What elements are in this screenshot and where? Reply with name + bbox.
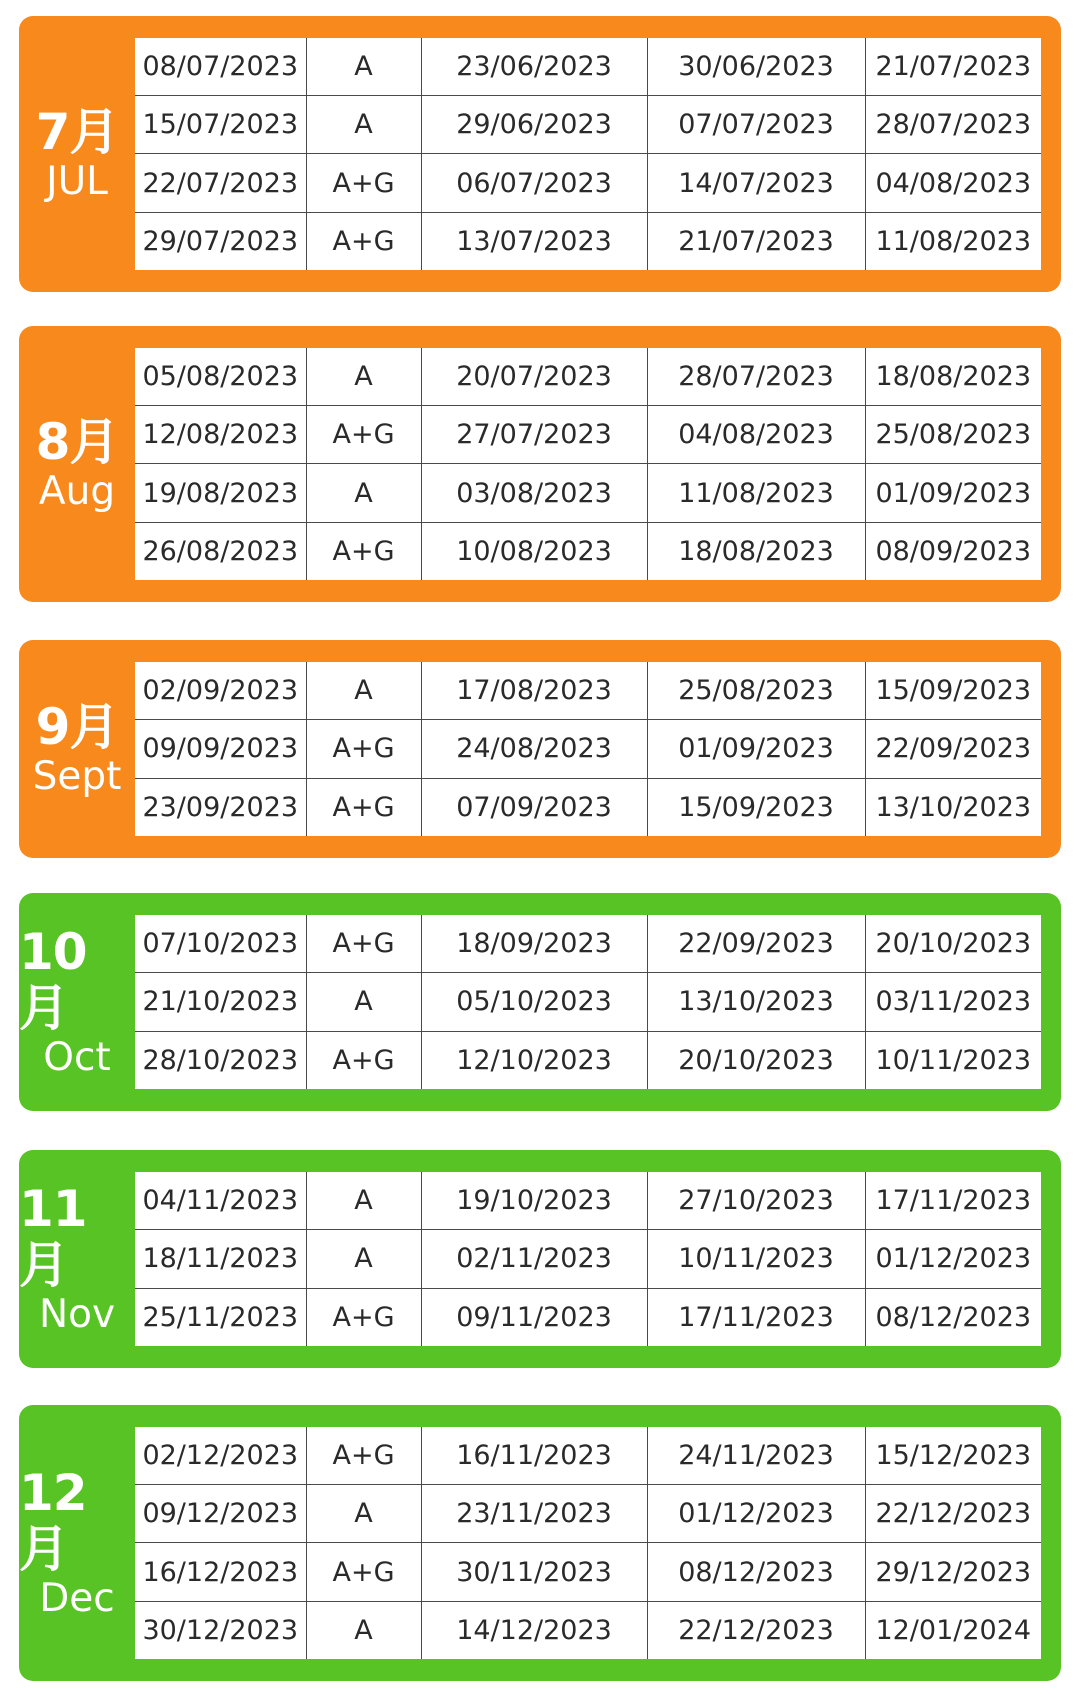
table-cell: 10/11/2023 [875, 1044, 1032, 1076]
table-cell: 10/08/2023 [421, 522, 647, 580]
table-cell: 15/09/2023 [647, 778, 865, 836]
table-cell: A [306, 348, 421, 406]
table-cell: 15/09/2023 [865, 662, 1041, 720]
table-cell: 16/12/2023 [135, 1543, 306, 1601]
schedule-table [135, 1172, 1041, 1346]
table-cell: 11/08/2023 [647, 464, 865, 522]
table-cell: A [306, 662, 421, 720]
table-cell: 09/12/2023 [135, 1485, 306, 1543]
table-cell: 30/12/2023 [135, 1601, 306, 1659]
table-cell: 29/06/2023 [421, 96, 647, 154]
table-cell: 18/08/2023 [647, 522, 865, 580]
month-card-aug [19, 326, 1061, 602]
table-cell: 30/06/2023 [647, 38, 865, 96]
month-card-dec [19, 1405, 1061, 1681]
table-cell: A [306, 1601, 421, 1659]
table-cell: 09/11/2023 [421, 1288, 647, 1346]
table-cell: 19/08/2023 [135, 464, 306, 522]
table-cell: A [306, 464, 421, 522]
table-row [135, 778, 1041, 836]
table-row [135, 96, 1041, 154]
table-row [135, 1230, 1041, 1289]
month-label-cn: 12月 [19, 1464, 87, 1579]
table-cell: 05/08/2023 [135, 348, 306, 406]
table-cell: A [306, 96, 421, 154]
month-card-sept [19, 640, 1061, 858]
table-cell: A+G [306, 212, 421, 270]
table-row [135, 662, 1041, 720]
month-card-oct [19, 893, 1061, 1111]
table-cell: 29/07/2023 [135, 212, 306, 270]
table-cell: 09/09/2023 [135, 720, 306, 779]
table-cell: 01/09/2023 [865, 464, 1041, 522]
table-cell: 01/09/2023 [647, 720, 865, 779]
table-cell: 01/12/2023 [865, 1230, 1041, 1289]
table-cell: 13/10/2023 [875, 791, 1032, 823]
month-label-en: Dec [39, 1576, 115, 1622]
table-cell: 07/07/2023 [647, 96, 865, 154]
table-cell: 07/10/2023 [135, 915, 306, 973]
table-cell: 26/08/2023 [135, 522, 306, 580]
month-label-cn: 7月 [35, 103, 119, 162]
table-cell: 25/08/2023 [865, 406, 1041, 464]
table-cell: 08/12/2023 [875, 1301, 1032, 1333]
table-cell: A+G [306, 720, 421, 779]
table-cell: 20/07/2023 [421, 348, 647, 406]
table-row [135, 348, 1041, 406]
table-row [135, 1427, 1041, 1485]
table-row [135, 915, 1041, 973]
month-label-cn: 9月 [35, 698, 119, 757]
table-cell: 04/08/2023 [647, 406, 865, 464]
table-row [135, 1543, 1041, 1601]
month-label-en: Aug [38, 469, 116, 515]
table-cell: 18/09/2023 [421, 915, 647, 973]
table-cell: 08/09/2023 [875, 535, 1032, 567]
table-cell: 23/09/2023 [135, 778, 306, 836]
table-row [135, 1485, 1041, 1543]
table-cell: 18/08/2023 [865, 348, 1041, 406]
month-label-en: Sept [32, 754, 122, 800]
month-label-en: Oct [43, 1035, 111, 1081]
table-cell: 25/08/2023 [647, 662, 865, 720]
table-cell: 23/06/2023 [421, 38, 647, 96]
table-cell: 02/12/2023 [135, 1427, 306, 1485]
table-cell: A [306, 1485, 421, 1543]
table-cell: 15/12/2023 [865, 1427, 1041, 1485]
table-cell: 12/08/2023 [135, 406, 306, 464]
table-row [135, 212, 1041, 270]
table-row [135, 406, 1041, 464]
month-label [19, 1405, 135, 1681]
month-label-en: JUL [46, 159, 108, 205]
month-card-jul [19, 16, 1061, 292]
table-row [135, 464, 1041, 522]
table-cell: 04/08/2023 [865, 154, 1041, 212]
table-cell: 21/07/2023 [647, 212, 865, 270]
table-cell: 06/07/2023 [421, 154, 647, 212]
table-cell: 25/11/2023 [135, 1288, 306, 1346]
month-label [19, 893, 135, 1111]
table-row [135, 1172, 1041, 1230]
table-cell: 27/10/2023 [647, 1172, 865, 1230]
month-label-cn: 11月 [19, 1180, 87, 1295]
table-cell: 04/11/2023 [135, 1172, 306, 1230]
table-cell: A+G [306, 522, 421, 580]
month-label [19, 1150, 135, 1368]
table-row [135, 38, 1041, 96]
table-row [135, 1031, 1041, 1089]
table-cell: 20/10/2023 [647, 1031, 865, 1089]
table-cell: 12/10/2023 [421, 1031, 647, 1089]
table-cell: A+G [306, 406, 421, 464]
table-row [135, 154, 1041, 212]
table-cell: 14/07/2023 [647, 154, 865, 212]
month-label-cn: 10月 [19, 923, 87, 1038]
table-cell: A [306, 38, 421, 96]
table-cell: A+G [306, 1288, 421, 1346]
table-cell: 18/11/2023 [135, 1230, 306, 1289]
table-cell: 17/08/2023 [421, 662, 647, 720]
table-cell: 28/07/2023 [865, 96, 1041, 154]
table-cell: 21/10/2023 [135, 973, 306, 1032]
table-cell: A+G [306, 1031, 421, 1089]
table-cell: 03/11/2023 [865, 973, 1041, 1032]
table-cell: 10/11/2023 [647, 1230, 865, 1289]
table-cell: 08/12/2023 [647, 1543, 865, 1601]
month-label [19, 640, 135, 858]
month-label-cn: 8月 [35, 413, 119, 472]
table-cell: 13/07/2023 [421, 212, 647, 270]
schedule-table [135, 1427, 1041, 1659]
table-cell: 20/10/2023 [865, 915, 1041, 973]
schedule-table [135, 38, 1041, 270]
table-cell: 23/11/2023 [421, 1485, 647, 1543]
table-cell: 12/01/2024 [875, 1614, 1032, 1646]
table-cell: 01/12/2023 [647, 1485, 865, 1543]
table-cell: 24/11/2023 [647, 1427, 865, 1485]
table-cell: 05/10/2023 [421, 973, 647, 1032]
table-cell: A [306, 1172, 421, 1230]
table-cell: 14/12/2023 [421, 1601, 647, 1659]
table-cell: 28/07/2023 [647, 348, 865, 406]
schedule-table [135, 662, 1041, 836]
table-cell: A+G [306, 1543, 421, 1601]
month-label-en: Nov [38, 1292, 116, 1338]
table-cell: 03/08/2023 [421, 464, 647, 522]
month-label [19, 16, 135, 292]
table-cell: 30/11/2023 [421, 1543, 647, 1601]
table-cell: 22/09/2023 [647, 915, 865, 973]
table-cell: 15/07/2023 [135, 96, 306, 154]
table-cell: 29/12/2023 [865, 1543, 1041, 1601]
table-cell: A+G [306, 154, 421, 212]
table-cell: 28/10/2023 [135, 1031, 306, 1089]
schedule-table [135, 915, 1041, 1089]
table-cell: 27/07/2023 [421, 406, 647, 464]
month-label [19, 326, 135, 602]
table-cell: 21/07/2023 [865, 38, 1041, 96]
table-cell: 08/07/2023 [135, 38, 306, 96]
table-row [135, 1601, 1041, 1659]
table-row [135, 1288, 1041, 1346]
table-row [135, 720, 1041, 779]
month-card-nov [19, 1150, 1061, 1368]
table-cell: 13/10/2023 [647, 973, 865, 1032]
schedule-table [135, 348, 1041, 580]
table-cell: 11/08/2023 [875, 225, 1032, 257]
table-cell: 17/11/2023 [865, 1172, 1041, 1230]
table-cell: A [306, 973, 421, 1032]
table-cell: 17/11/2023 [647, 1288, 865, 1346]
table-row [135, 522, 1041, 580]
table-cell: 02/09/2023 [135, 662, 306, 720]
table-cell: 07/09/2023 [421, 778, 647, 836]
table-cell: A+G [306, 1427, 421, 1485]
table-row [135, 973, 1041, 1032]
table-cell: 24/08/2023 [421, 720, 647, 779]
table-cell: 16/11/2023 [421, 1427, 647, 1485]
table-cell: 22/09/2023 [865, 720, 1041, 779]
table-cell: 22/07/2023 [135, 154, 306, 212]
table-cell: 02/11/2023 [421, 1230, 647, 1289]
table-cell: A+G [306, 915, 421, 973]
table-cell: A+G [306, 778, 421, 836]
table-cell: 19/10/2023 [421, 1172, 647, 1230]
table-cell: 22/12/2023 [647, 1601, 865, 1659]
table-cell: 22/12/2023 [865, 1485, 1041, 1543]
table-cell: A [306, 1230, 421, 1289]
